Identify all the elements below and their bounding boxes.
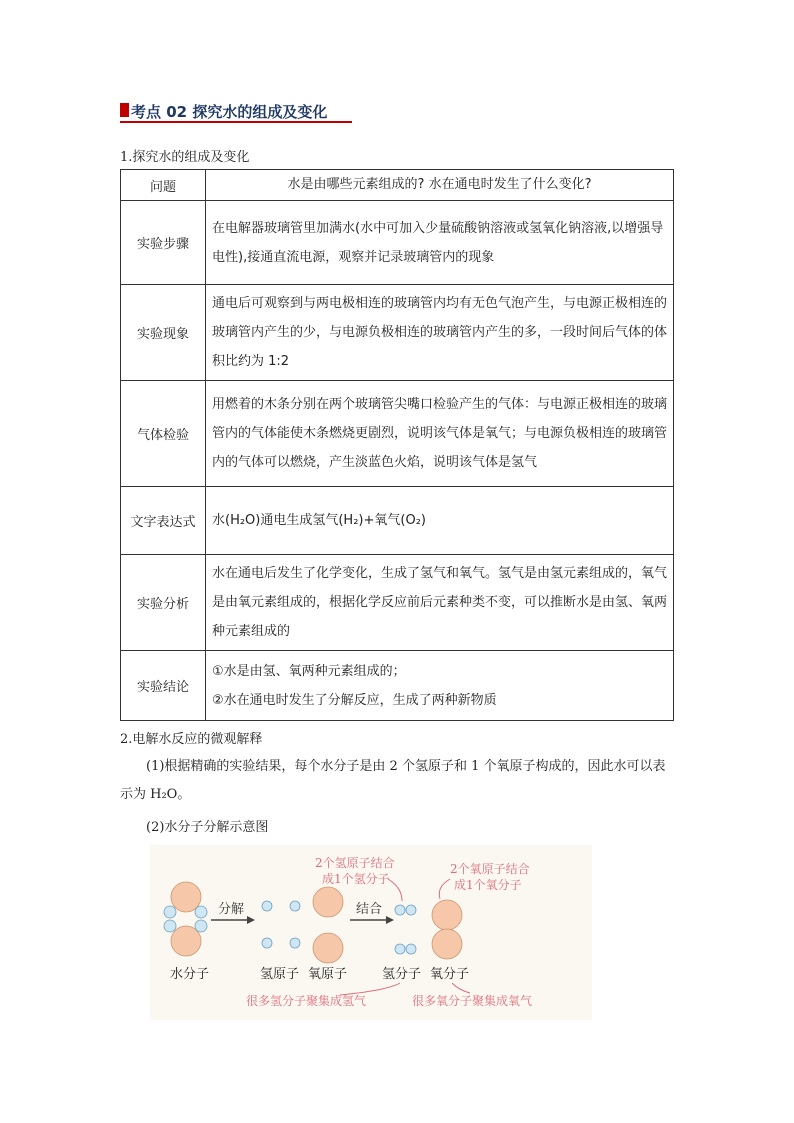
label-oxygen-atom: 氧原子 xyxy=(308,967,348,982)
row-content: 水在通电后发生了化学变化，生成了氢气和氧气。氢气是由氢元素组成的，氧气是由氧元素组成的，根据化学反应前后元素种类不变，可以推断水是由氢、氧两种元素组成的 xyxy=(206,555,674,651)
table-row xyxy=(121,555,674,651)
row-label: 文字表达式 xyxy=(121,487,206,555)
conclusion-line: ②水在通电时发生了分解反应，生成了两种新物质 xyxy=(212,692,497,708)
note-hydrogen-line1: 2个氢原子结合 xyxy=(315,856,395,870)
table-row xyxy=(121,285,674,381)
label-oxygen-molecule: 氧分子 xyxy=(430,967,470,982)
hydrogen-atom xyxy=(395,905,405,915)
row-label: 气体检验 xyxy=(121,381,206,487)
row-content: 在电解器玻璃管里加满水(水中可加入少量硫酸钠溶液或氢氧化钠溶液,以增强导电性),接通直流电源，观察并记录玻璃管内的现象 xyxy=(206,201,674,285)
oxygen-atom xyxy=(313,887,343,917)
row-label: 实验现象 xyxy=(121,285,206,381)
table-row xyxy=(121,201,674,285)
hydrogen-atom xyxy=(290,938,300,948)
hydrogen-atom xyxy=(262,901,272,911)
section-header xyxy=(120,101,352,123)
part2-heading: 2.电解水反应的微观解释 xyxy=(120,732,263,747)
row-content: 通电后可观察到与两电极相连的玻璃管内均有无色气泡产生，与电源正极相连的玻璃管内产生的少，与电源负极相连的玻璃管内产生的多，一段时间后气体的体积比约为 1:2 xyxy=(206,285,674,381)
note-oxygen-line2: 成1个氧分子 xyxy=(454,878,522,892)
row-label: 实验分析 xyxy=(121,555,206,651)
paragraph-1: (1)根据精确的实验结果，每个水分子是由 2 个氢原子和 1 个氧原子构成的，因此水可以表示为 H₂O。 xyxy=(120,759,666,802)
label-water-molecule: 水分子 xyxy=(170,967,210,982)
foot-oxygen: 很多氧分子聚集成氧气 xyxy=(412,994,533,1008)
row-label: 实验步骤 xyxy=(121,201,206,285)
hydrogen-atom xyxy=(195,906,207,918)
foot-hydrogen: 很多氢分子聚集成氢气 xyxy=(246,994,367,1008)
table-row xyxy=(121,487,674,555)
diagram-svg xyxy=(150,845,592,1020)
table-row xyxy=(121,170,674,201)
section-title: 考点 02 探究水的组成及变化 xyxy=(131,103,328,121)
hydrogen-atom xyxy=(395,944,405,954)
experiment-table xyxy=(120,169,674,721)
oxygen-atom xyxy=(313,933,343,963)
water-decomposition-diagram xyxy=(150,845,592,1020)
table-row xyxy=(121,651,674,721)
table-row xyxy=(121,381,674,487)
row-label: 问题 xyxy=(121,170,206,201)
arrow-label-decompose: 分解 xyxy=(218,902,245,917)
section-marker xyxy=(120,103,129,117)
hydrogen-atom xyxy=(290,901,300,911)
paragraph-2: (2)水分子分解示意图 xyxy=(146,820,269,835)
hydrogen-atom xyxy=(406,944,416,954)
part1-heading: 1.探究水的组成及变化 xyxy=(120,150,250,165)
section-underline xyxy=(120,121,352,123)
row-label: 实验结论 xyxy=(121,651,206,721)
arrow-label-combine: 结合 xyxy=(356,902,383,917)
conclusion-line: ①水是由氢、氧两种元素组成的； xyxy=(212,663,406,679)
row-content: 水(H₂O)通电生成氢气(H₂)+氧气(O₂) xyxy=(206,487,674,555)
row-content xyxy=(206,651,674,721)
hydrogen-atom xyxy=(262,938,272,948)
note-hydrogen-line2: 成1个氢分子 xyxy=(322,872,390,886)
hydrogen-atom xyxy=(164,920,176,932)
note-oxygen-line1: 2个氧原子结合 xyxy=(450,862,530,876)
hydrogen-atom xyxy=(164,906,176,918)
oxygen-atom xyxy=(432,900,462,930)
hydrogen-atom xyxy=(195,920,207,932)
oxygen-atom xyxy=(432,929,462,959)
hydrogen-atom xyxy=(406,905,416,915)
label-hydrogen-atom: 氢原子 xyxy=(260,967,300,982)
row-content: 用燃着的木条分别在两个玻璃管尖嘴口检验产生的气体：与电源正极相连的玻璃管内的气体能使木条燃烧更剧烈，说明该气体是氧气；与电源负极相连的玻璃管内的气体可以燃烧，产生淡蓝色火焰，说明该气体是氢气 xyxy=(206,381,674,487)
label-hydrogen-molecule: 氢分子 xyxy=(382,967,422,982)
row-content: 水是由哪些元素组成的? 水在通电时发生了什么变化? xyxy=(206,170,674,201)
